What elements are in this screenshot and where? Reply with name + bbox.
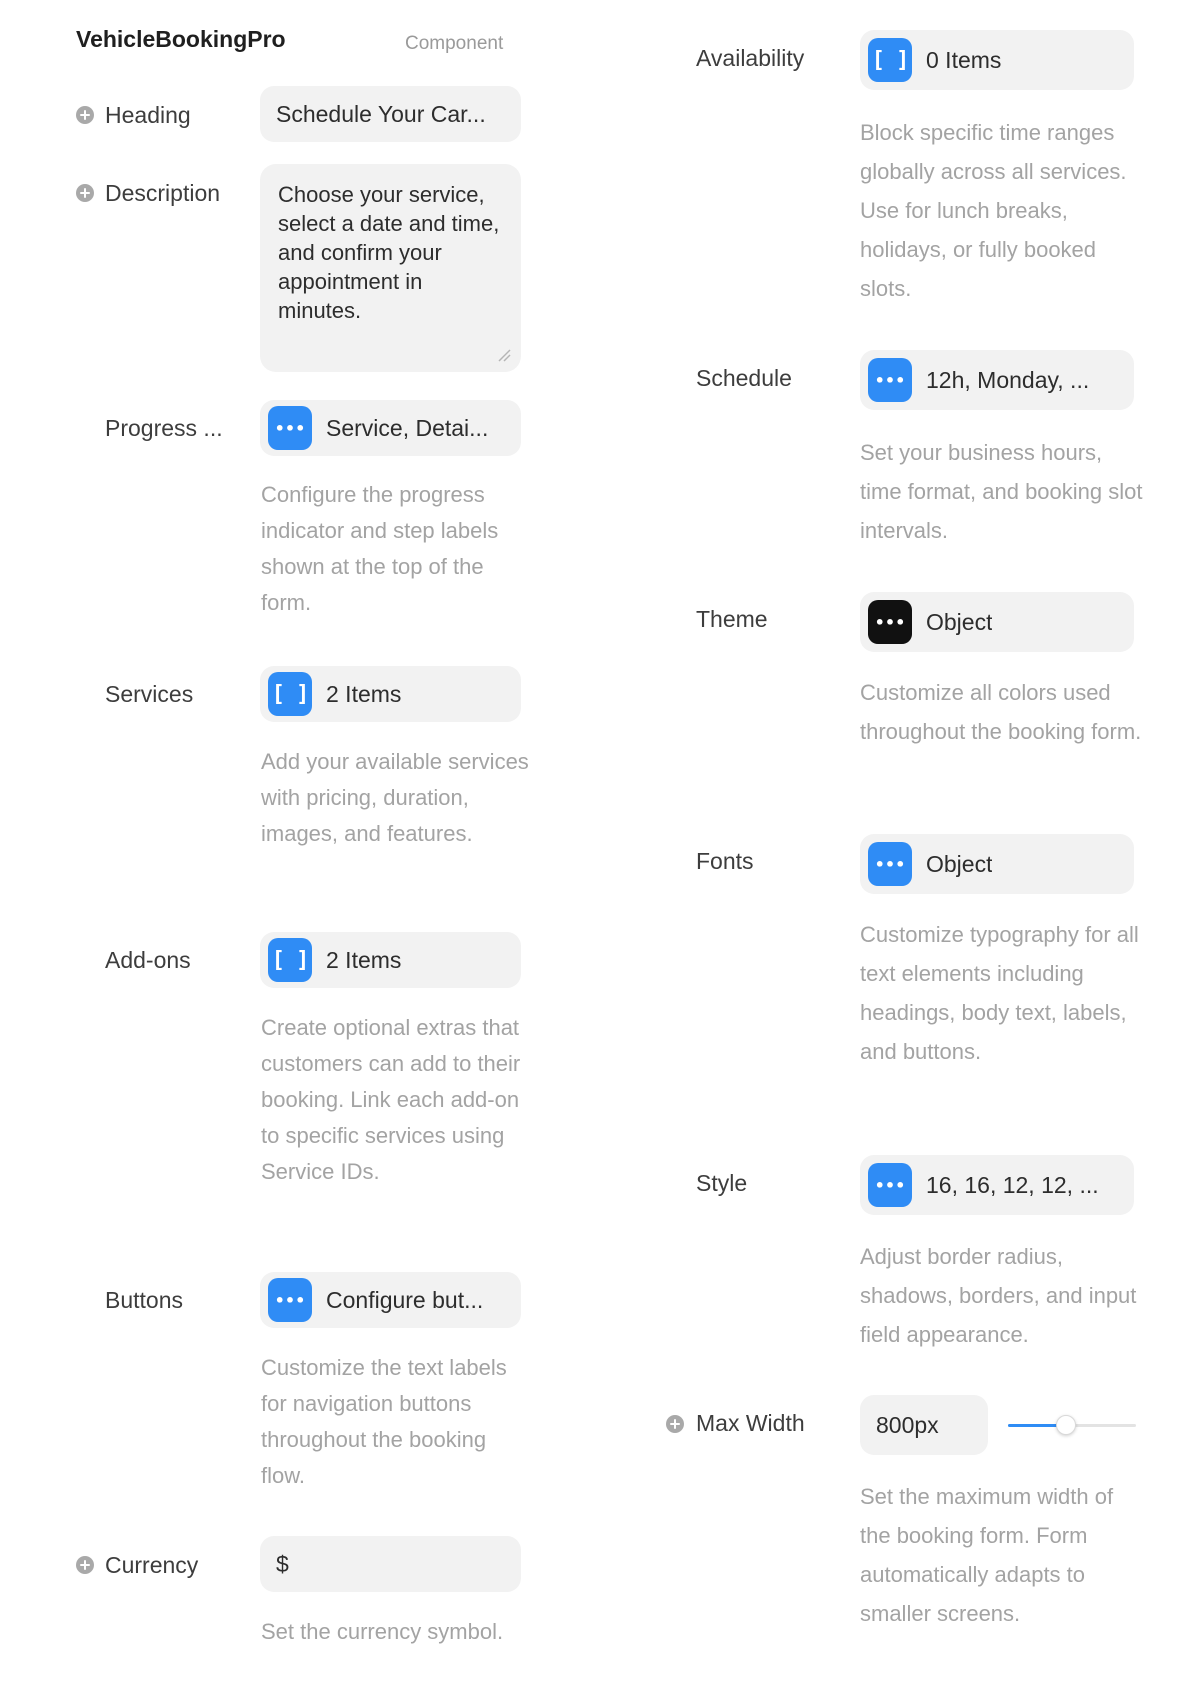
max-width-label: Max Width [696, 1410, 805, 1436]
array-brackets-icon: [ ] [268, 672, 312, 716]
add-currency-icon[interactable] [76, 1556, 94, 1574]
currency-label: Currency [105, 1552, 199, 1578]
style-label: Style [696, 1170, 748, 1196]
fonts-control[interactable] [860, 834, 1134, 894]
buttons-label: Buttons [105, 1287, 183, 1313]
style-control[interactable] [860, 1155, 1134, 1215]
component-badge: Component [405, 33, 504, 54]
buttons-value: Configure but... [326, 1286, 484, 1313]
heading-label: Heading [105, 102, 191, 128]
object-ellipsis-icon [268, 406, 312, 450]
theme-control[interactable] [860, 592, 1134, 652]
theme-help: Customize all colors used throughout the booking form. [860, 680, 1142, 744]
array-brackets-icon: [ ] [868, 38, 912, 82]
fonts-value: Object [926, 850, 993, 877]
schedule-label: Schedule [696, 365, 792, 391]
schedule-control[interactable] [860, 350, 1134, 410]
progress-label: Progress ... [105, 415, 223, 441]
object-ellipsis-icon [268, 1278, 312, 1322]
style-help: Adjust border radius, shadows, borders, and input field appearance. [860, 1244, 1137, 1347]
schedule-help: Set your business hours, time format, and booking slot intervals. [860, 440, 1143, 543]
max-width-help: Set the maximum width of the booking form. Form automatically adapts to smaller screens. [860, 1484, 1114, 1626]
availability-help: Block specific time ranges globally across all services. Use for lunch breaks, holidays, or fully booked slots. [860, 120, 1127, 301]
add-max-width-icon[interactable] [666, 1415, 684, 1433]
array-brackets-icon: [ ] [268, 938, 312, 982]
component-title: VehicleBookingPro [76, 26, 286, 52]
availability-control[interactable] [860, 30, 1134, 90]
heading-value: Schedule Your Car... [276, 100, 486, 127]
progress-value: Service, Detai... [326, 414, 489, 441]
max-width-slider-thumb[interactable] [1056, 1415, 1076, 1435]
style-value: 16, 16, 12, 12, ... [926, 1171, 1099, 1198]
object-ellipsis-icon [868, 1163, 912, 1207]
add-heading-icon[interactable] [76, 106, 94, 124]
description-label: Description [105, 180, 221, 206]
description-textarea[interactable] [260, 164, 521, 372]
services-control[interactable] [260, 666, 521, 722]
availability-label: Availability [696, 45, 805, 71]
max-width-value: 800px [876, 1411, 939, 1438]
currency-value: $ [276, 1550, 289, 1577]
max-width-input[interactable] [860, 1395, 988, 1455]
addons-control[interactable] [260, 932, 521, 988]
object-ellipsis-icon [868, 600, 912, 644]
buttons-help: Customize the text labels for navigation buttons throughout the booking flow. [261, 1355, 507, 1488]
description-value: Choose your service, select a date and time, and confirm your appointment in minutes. [278, 182, 500, 323]
currency-input[interactable] [260, 1536, 521, 1592]
buttons-control[interactable] [260, 1272, 521, 1328]
addons-value: 2 Items [326, 946, 402, 973]
theme-value: Object [926, 608, 993, 635]
services-label: Services [105, 681, 194, 707]
progress-control[interactable] [260, 400, 521, 456]
object-ellipsis-icon [868, 842, 912, 886]
fonts-help: Customize typography for all text elements including headings, body text, labels, and buttons. [860, 922, 1139, 1064]
schedule-value: 12h, Monday, ... [926, 366, 1090, 393]
fonts-label: Fonts [696, 848, 754, 874]
theme-label: Theme [696, 606, 768, 632]
heading-input[interactable] [260, 86, 521, 142]
services-value: 2 Items [326, 680, 402, 707]
add-description-icon[interactable] [76, 184, 94, 202]
availability-value: 0 Items [926, 46, 1002, 73]
addons-label: Add-ons [105, 947, 191, 973]
currency-help: Set the currency symbol. [261, 1619, 504, 1644]
progress-help: Configure the progress indicator and step labels shown at the top of the form. [261, 482, 499, 615]
services-help: Add your available services with pricing, duration, images, and features. [261, 749, 529, 846]
resize-handle-icon[interactable] [497, 348, 511, 362]
object-ellipsis-icon [868, 358, 912, 402]
addons-help: Create optional extras that customers can add to their booking. Link each add-on to specific services using Service IDs. [261, 1015, 521, 1184]
